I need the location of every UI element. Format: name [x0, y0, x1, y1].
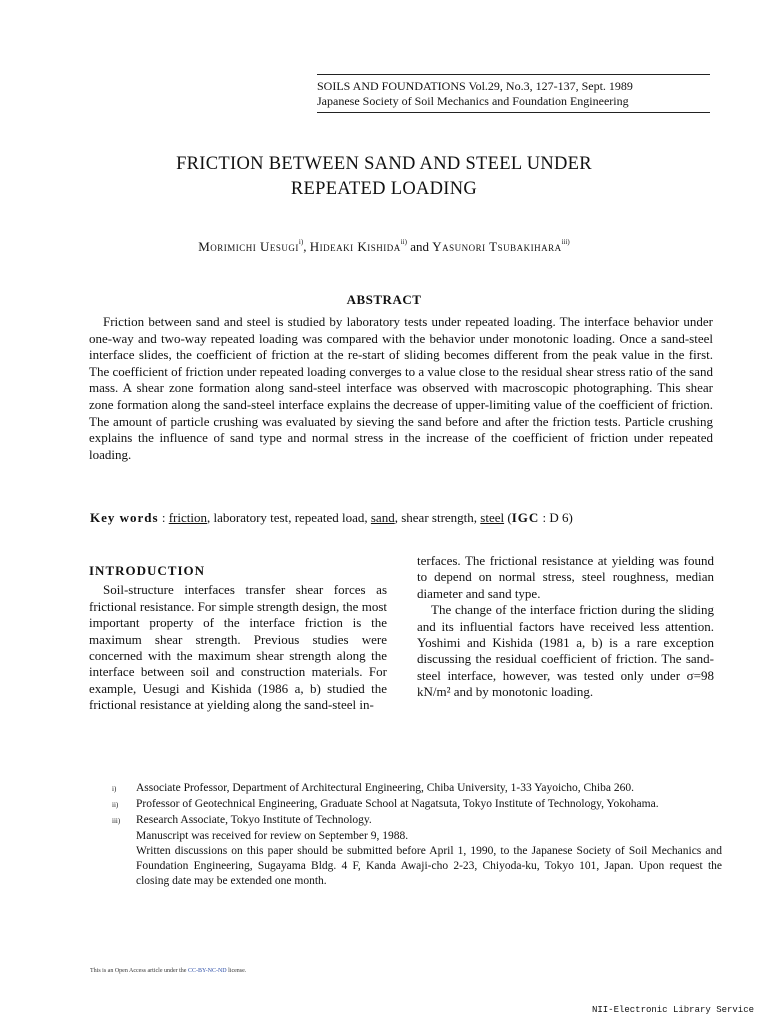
service-footer: NII-Electronic Library Service [591, 1005, 754, 1015]
author-separator: , [303, 239, 310, 254]
paper-title [0, 152, 768, 202]
author-1-mark: i) [298, 238, 304, 246]
received-note: Manuscript was received for review on September 9, 1988. [136, 830, 409, 842]
journal-rule-top [317, 74, 710, 75]
keyword-steel: steel [480, 510, 505, 525]
journal-publisher: Japanese Society of Soil Mechanics and Foundation Engineering [317, 94, 629, 108]
igc-code: : D 6) [539, 510, 573, 525]
title-line-1: FRICTION BETWEEN SAND AND STEEL UNDER [176, 154, 592, 174]
keywords [90, 510, 720, 526]
license-link[interactable]: CC-BY-NC-ND [187, 968, 227, 974]
journal-rule-bottom [317, 112, 710, 113]
keywords-text: , shear strength, [394, 510, 481, 525]
introduction-heading: INTRODUCTION [89, 563, 206, 578]
discussion-note: Written discussions on this paper should be submitted before April 1, 1990, to the Japanese Society of Soil Mechanics and Foundation Engineering, Sugayama Bldg. 4 F, Kanda Awaji-cho 2-23, Chiyoda-ku, Tokyo 101, Japan. Upon request the closing date may be extended one month. [136, 845, 722, 887]
keyword-sand: sand [370, 510, 395, 525]
footnotes [112, 781, 722, 889]
introduction-paragraph-2: The change of the interface friction during the sliding and its influential factors have received less attention. Yoshimi and Kishida (1981 a, b) is a rare exception discussing the residual coefficient of friction. The sand-steel interface, however, was tested only under σ=98 kN/m² and by monotonic loading. [417, 602, 714, 700]
footnote-text: Professor of Geotechnical Engineering, Graduate School at Nagatsuta, Tokyo Institute of Technology, Yokohama. [136, 798, 659, 810]
abstract-heading: ABSTRACT [346, 292, 422, 307]
author-2: Hideaki Kishida [309, 239, 401, 254]
author-2-mark: ii) [400, 238, 407, 246]
author-3-mark: iii) [561, 238, 570, 246]
footnote-text: Associate Professor, Department of Architectural Engineering, Chiba University, 1-33 Yayoicho, Chiba 260. [136, 782, 634, 794]
license-note [90, 968, 246, 974]
author-3: Yasunori Tsubakihara [432, 239, 562, 254]
abstract-body: Friction between sand and steel is studied by laboratory tests under repeated loading. The interface behavior under one-way and two-way repeated loading was compared with the behavior under monotonic loading. Once a sand-steel interface slides, the coefficient of friction at the re-start of sliding becomes different from the peak value in the first. The coefficient of friction under repeated loading converges to a value close to the residual shear stress ratio of the sand mass. A shear zone formation along sand-steel interface was observed with macroscopic photographing. This shear zone formation along the sand-steel interface explains the decrease of upper-limiting value of the coefficient of friction. The amount of particle crushing was evaluated by sieving the sand before and after the friction tests. Particle crushing explains the influence of sand type and normal stress in the increase of the coefficient of friction under repeated loading. [89, 314, 713, 462]
footnote-2 [112, 797, 722, 813]
title-line-2: REPEATED LOADING [290, 179, 478, 199]
license-suffix: license. [226, 968, 247, 974]
footnote-mark: iii) [112, 817, 121, 825]
introduction-paragraph-1-continued: terfaces. The frictional resistance at yielding was found to depend on normal stress, steel roughness, median diameter and sand type. [417, 553, 714, 601]
keywords-label: Key words [90, 510, 159, 525]
journal-citation: SOILS AND FOUNDATIONS Vol.29, No.3, 127-137, Sept. 1989 [317, 79, 633, 93]
author-separator: and [406, 239, 433, 254]
license-prefix: This is an Open Access article under the [90, 968, 188, 974]
introduction-paragraph-1: Soil-structure interfaces transfer shear forces as frictional resistance. For simple strength design, the most important property of the interface friction is the maximum shear strength. Previous studies were concerned with the maximum shear strength along the interface between soil and construction materials. For example, Uesugi and Kishida (1986 a, b) studied the frictional resistance at yielding along the sand-steel in- [89, 582, 387, 713]
footnote-1 [112, 781, 722, 797]
body-column-right [417, 553, 714, 701]
igc-open: ( [504, 510, 512, 525]
keywords-colon: : [158, 510, 169, 525]
author-list [0, 239, 768, 255]
keyword-friction: friction [168, 510, 207, 525]
footnote-text: Research Associate, Tokyo Institute of Technology. [136, 814, 372, 826]
journal-header [317, 74, 710, 113]
igc-label: IGC [511, 510, 540, 525]
body-column-left [89, 563, 387, 714]
footnote-mark: ii) [112, 801, 119, 809]
keywords-text: , laboratory test, repeated load, [206, 510, 371, 525]
footnote-3 [112, 813, 722, 829]
author-1: Morimichi Uesugi [198, 239, 299, 254]
footnote-mark: i) [112, 785, 117, 793]
